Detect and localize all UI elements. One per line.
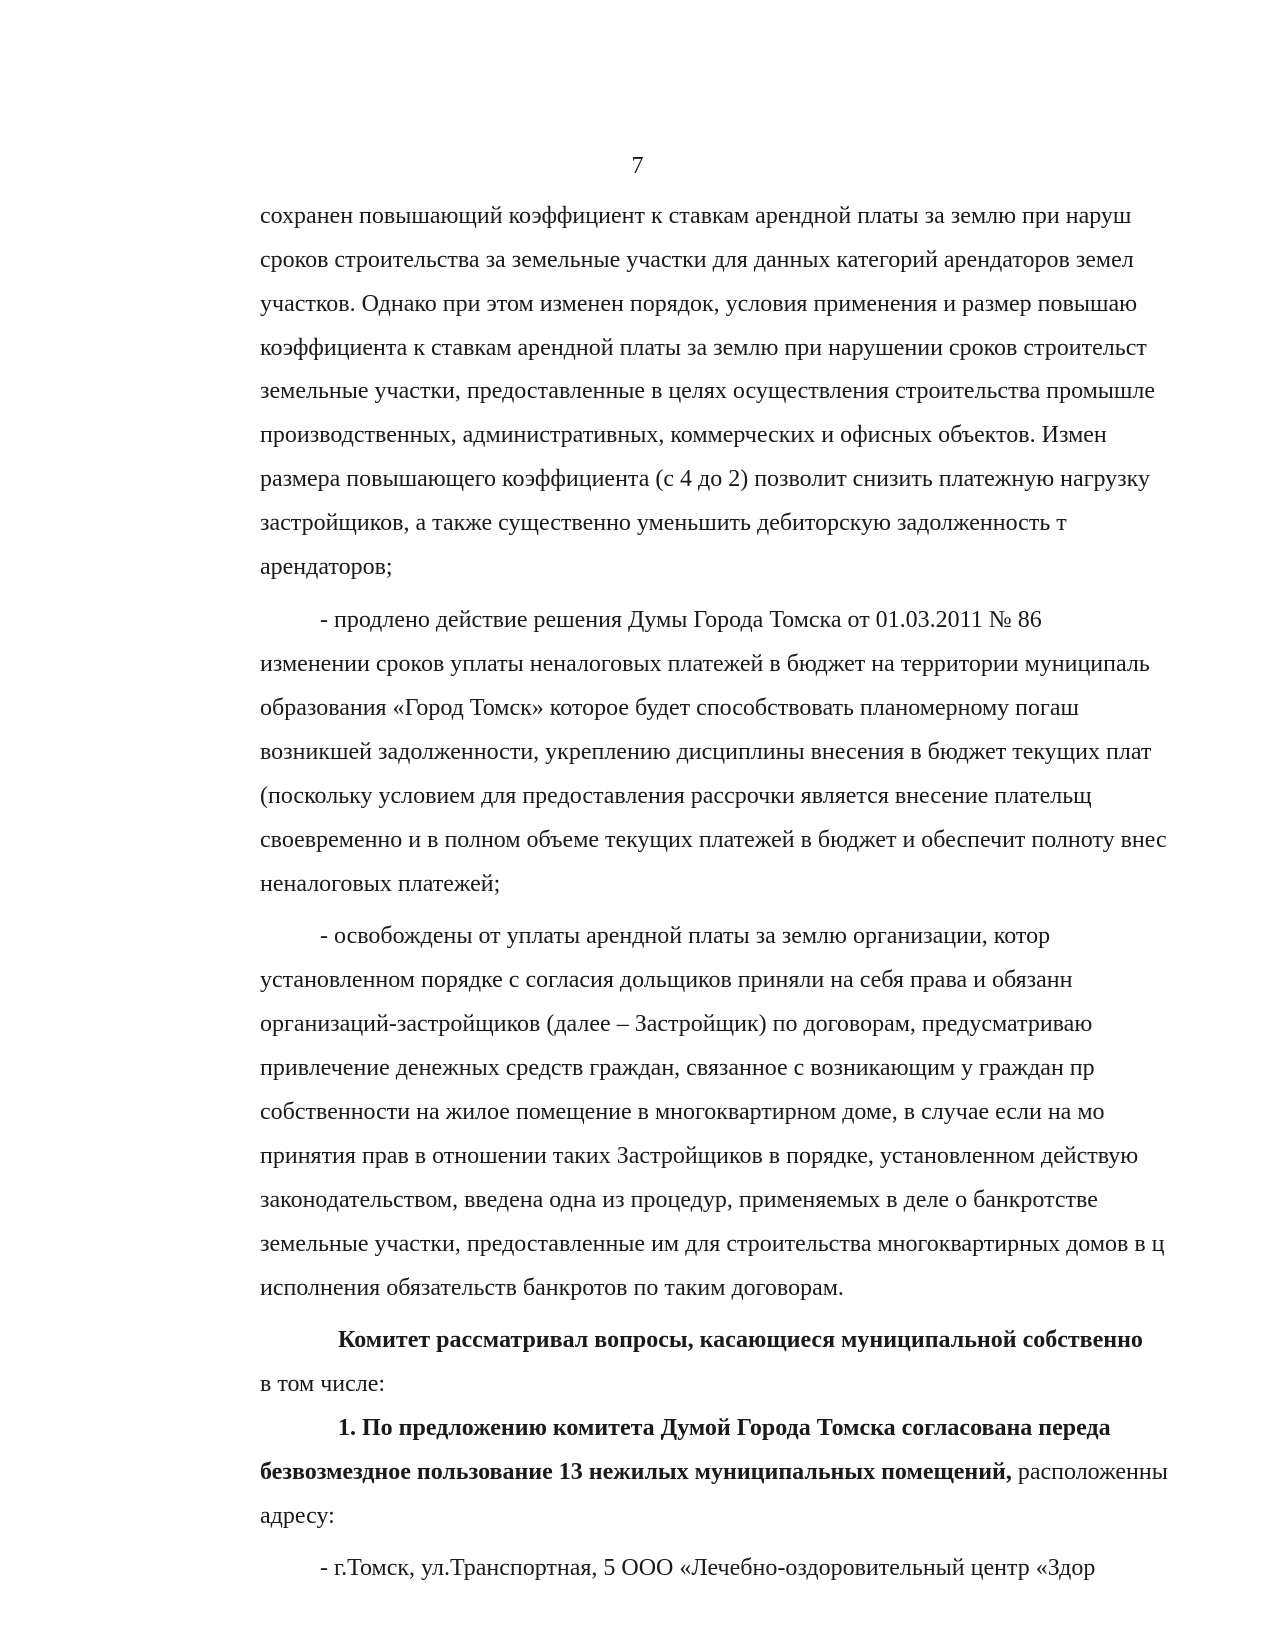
paragraph-line: законодательством, введена одна из процедур, применяемых в деле о банкротстве xyxy=(260,1187,1098,1213)
paragraph-line: в том числе: xyxy=(260,1371,386,1397)
item-1-line-2 xyxy=(260,1452,1275,1492)
list-item-extension: - продлено действие решения Думы Города Томска от 01.03.2011 № 86 xyxy=(320,607,1042,633)
paragraph-line: возникшей задолженности, укреплению дисциплины внесения в бюджет текущих плат xyxy=(260,739,1152,765)
paragraph-line: земельные участки, предоставленные им для строительства многоквартирных домов в ц xyxy=(260,1231,1165,1257)
paragraph-line: сроков строительства за земельные участки для данных категорий арендаторов земел xyxy=(260,247,1134,273)
paragraph-line: установленном порядке с согласия дольщиков приняли на себя права и обязанн xyxy=(260,967,1073,993)
paragraph-line: адресу: xyxy=(260,1503,335,1529)
paragraph-line: принятия прав в отношении таких Застройщиков в порядке, установленном действую xyxy=(260,1143,1139,1169)
address-line: - г.Томск, ул.Транспортная, 5 ООО «Лечебно-оздоровительный центр «Здор xyxy=(320,1555,1096,1581)
paragraph-line: застройщиков, а также существенно уменьшить дебиторскую задолженность т xyxy=(260,510,1067,536)
item-1-bold-text: безвозмездное пользование 13 нежилых муниципальных помещений, xyxy=(260,1459,1012,1485)
list-item-exemption: - освобождены от уплаты арендной платы за землю организации, котор xyxy=(320,923,1051,949)
committee-heading: Комитет рассматривал вопросы, касающиеся муниципальной собственно xyxy=(338,1327,1143,1353)
page-number: 7 xyxy=(631,153,644,179)
paragraph-line: привлечение денежных средств граждан, связанное с возникающим у граждан пр xyxy=(260,1055,1095,1081)
paragraph-line: размера повышающего коэффициента (с 4 до 2) позволит снизить платежную нагрузку xyxy=(260,466,1150,492)
paragraph-line: образования «Город Томск» которое будет способствовать планомерному погаш xyxy=(260,695,1079,721)
paragraph-line: организаций-застройщиков (далее – Застройщик) по договорам, предусматриваю xyxy=(260,1011,1093,1037)
paragraph-line: (поскольку условием для предоставления рассрочки является внесение плательщ xyxy=(260,783,1092,809)
paragraph-line: своевременно и в полном объеме текущих платежей в бюджет и обеспечит полноту внес xyxy=(260,827,1167,853)
item-1-heading: 1. По предложению комитета Думой Города Томска согласована переда xyxy=(338,1415,1111,1441)
paragraph-line: арендаторов; xyxy=(260,554,393,580)
paragraph-line: производственных, административных, коммерческих и офисных объектов. Измен xyxy=(260,422,1107,448)
paragraph-line: коэффициента к ставкам арендной платы за землю при нарушении сроков строительст xyxy=(260,335,1147,361)
paragraph-line: исполнения обязательств банкротов по таким договорам. xyxy=(260,1275,844,1301)
item-1-rest-text: расположенны xyxy=(1011,1459,1168,1485)
paragraph-line: изменении сроков уплаты неналоговых платежей в бюджет на территории муниципаль xyxy=(260,651,1150,677)
paragraph-line: сохранен повышающий коэффициент к ставкам арендной платы за землю при наруш xyxy=(260,203,1132,229)
paragraph-line: собственности на жилое помещение в многоквартирном доме, в случае если на мо xyxy=(260,1099,1105,1125)
paragraph-line: неналоговых платежей; xyxy=(260,871,501,897)
paragraph-line: земельные участки, предоставленные в целях осуществления строительства промышле xyxy=(260,378,1156,404)
paragraph-line: участков. Однако при этом изменен порядок, условия применения и размер повышаю xyxy=(260,291,1138,317)
